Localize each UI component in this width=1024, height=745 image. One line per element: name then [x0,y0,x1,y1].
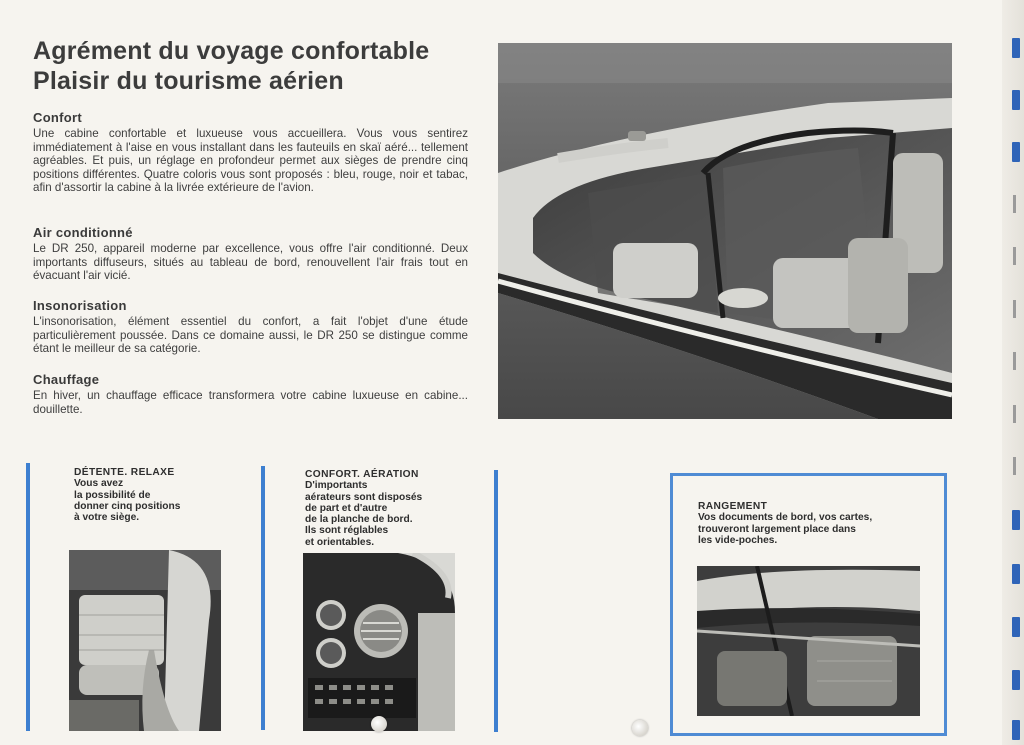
caption-line: donner cinq positions [74,500,181,512]
section-heading: Confort [33,110,83,125]
binding-tab [1012,670,1020,690]
caption-detente [74,467,254,523]
dashboard-vent-photo [303,553,455,731]
section-body: Le DR 250, appareil moderne par excellence, vous offre l'air conditionné. Deux importants diffuseurs, situés au tableau de bord, renouvellent l'air frais tout en évacuant l'air vicié. [33,242,468,282]
section-body: En hiver, un chauffage efficace transformera votre cabine luxueuse en cabine... douillette. [33,389,468,416]
binding-tab [1012,564,1020,584]
section-chauffage [33,372,468,416]
binding-mark [1013,457,1016,475]
binding-mark [1013,195,1016,213]
caption-line: la possibilité de [74,489,151,501]
binding-tab [1012,38,1020,58]
binding-tab [1012,617,1020,637]
caption-confort-aeration [305,469,485,548]
caption-line: trouveront largement place dans [698,523,856,535]
binder-hole [371,716,387,732]
binding-tab [1012,510,1020,530]
binding-tab [1012,720,1020,740]
section-insonorisation [33,298,468,356]
caption-title: CONFORT. AÉRATION [305,469,419,480]
binding-mark [1013,247,1016,265]
caption-line: à votre siège. [74,512,140,524]
caption-line: et orientables. [305,536,375,548]
caption-line: Vos documents de bord, vos cartes, [698,512,873,524]
caption-line: les vide-poches. [698,534,778,546]
section-air-conditionne [33,225,468,283]
section-body: Une cabine confortable et luxueuse vous accueillera. Vous vous sentirez immédiatement à l'aise en vous installant dans les fauteuils en skaï aéré... tellement agréables. Et puis, un réglage en profondeur permet aux sièges de prendre cinq positions différentes. Quatre coloris vous sont proposés : bleu, rouge, noir et tabac, afin d'assortir la cabine à la livrée extérieure de l'avion. [33,127,468,194]
caption-title: DÉTENTE. RELAXE [74,467,175,478]
binding-mark [1013,300,1016,318]
caption-line: de la planche de bord. [305,514,413,526]
section-body: L'insonorisation, élément essentiel du confort, a fait l'objet d'une étude particulièrement poussée. Dans ce domaine aussi, le DR 250 se distingue comme étant le meilleur de sa catégorie. [33,315,468,355]
section-heading: Air conditionné [33,225,133,240]
page-title-line-1: Agrément du voyage confortable [33,37,430,65]
divider-line [26,463,30,731]
section-heading: Chauffage [33,372,100,387]
caption-line: de part et d'autre [305,502,388,514]
binder-hole [632,720,648,736]
caption-line: Ils sont réglables [305,525,389,537]
section-heading: Insonorisation [33,298,127,313]
caption-line: Vous avez [74,478,124,490]
page-title [33,36,483,96]
section-confort [33,110,468,195]
canopy-photo [498,43,952,419]
divider-line [261,466,265,730]
caption-rangement [698,501,938,546]
seat-photo [69,550,221,731]
page-title-line-2: Plaisir du tourisme aérien [33,67,344,95]
storage-pocket-photo [697,566,920,716]
caption-line: D'importants [305,480,368,492]
divider-line [494,470,498,732]
caption-line: aérateurs sont disposés [305,491,423,503]
binding-tab [1012,142,1020,162]
binding-mark [1013,352,1016,370]
caption-title: RANGEMENT [698,501,768,512]
binding-mark [1013,405,1016,423]
binding-tab [1012,90,1020,110]
